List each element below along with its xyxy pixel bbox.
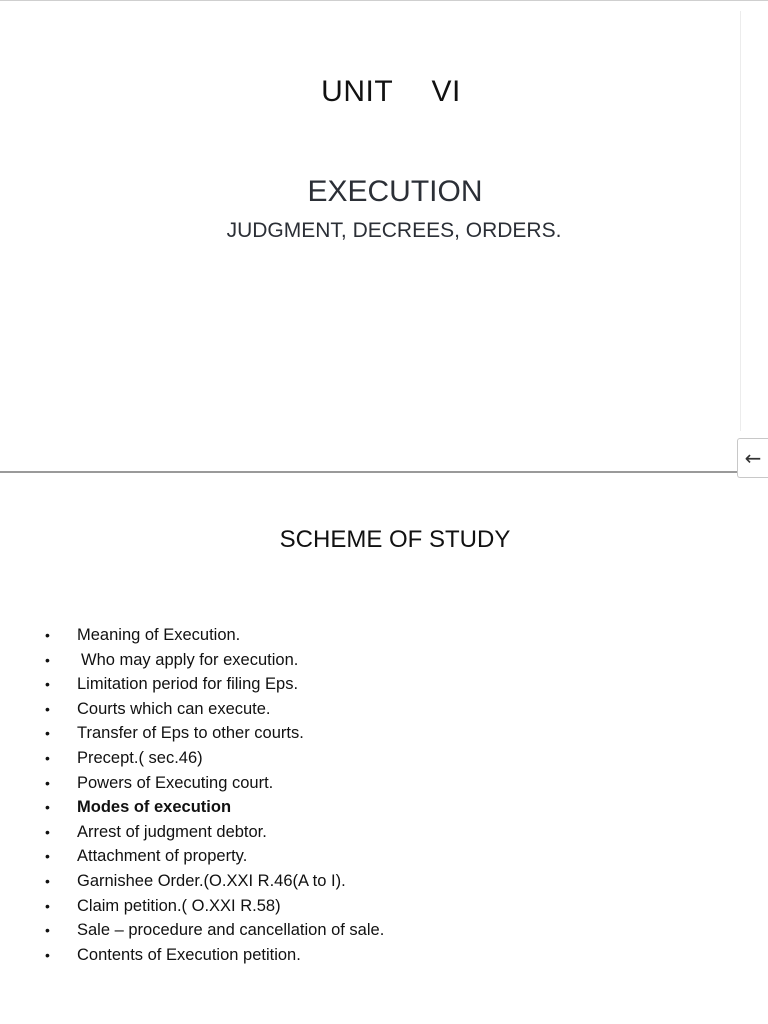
back-button[interactable]: [737, 438, 768, 478]
list-item-text: Courts which can execute.: [77, 699, 271, 718]
list-item-text: Sale – procedure and cancellation of sale.: [77, 921, 385, 940]
list-item-text: Limitation period for filing Eps.: [77, 675, 299, 694]
list-item-text: Garnishee Order.(O.XXI R.46(A to I).: [77, 871, 346, 890]
bullet-icon: •: [45, 627, 50, 643]
slide-unit-title: [0, 1, 768, 471]
execution-subtitle: JUDGMENT, DECREES, ORDERS.: [226, 219, 562, 242]
bullet-icon: •: [45, 700, 50, 717]
bullet-icon: •: [45, 897, 50, 914]
bullet-icon: •: [45, 749, 50, 766]
bullet-icon: •: [45, 774, 50, 791]
bullet-icon: •: [45, 676, 50, 693]
bullet-icon: •: [45, 799, 50, 816]
bullet-icon: •: [45, 922, 50, 939]
list-item-text: Modes of execution: [77, 798, 232, 817]
unit-heading: UNIT VI: [321, 75, 461, 108]
bullet-icon: •: [45, 872, 50, 889]
bullet-icon: •: [45, 848, 50, 865]
list-item-text: Contents of Execution petition.: [77, 945, 301, 964]
bullet-icon: •: [45, 946, 50, 963]
bullet-icon: •: [45, 725, 50, 742]
list-item-text: Powers of Executing court.: [77, 773, 274, 792]
list-item-text: Claim petition.( O.XXI R.58): [77, 896, 281, 915]
list-item-text: Transfer of Eps to other courts.: [77, 724, 304, 743]
bullet-icon: •: [45, 823, 50, 840]
bullet-icon: •: [45, 651, 50, 668]
list-item-text: Who may apply for execution.: [81, 650, 299, 669]
scheme-title: SCHEME OF STUDY: [279, 526, 511, 553]
left-arrow-icon: ←: [744, 446, 762, 470]
list-item-text: Meaning of Execution.: [77, 626, 241, 644]
list-item-text: Attachment of property.: [77, 847, 248, 866]
list-item-text: Arrest of judgment debtor.: [77, 822, 267, 841]
slide-scheme-of-study: [0, 473, 768, 1024]
execution-title: EXECUTION: [307, 175, 483, 208]
list-item-text: Precept.( sec.46): [77, 748, 203, 767]
